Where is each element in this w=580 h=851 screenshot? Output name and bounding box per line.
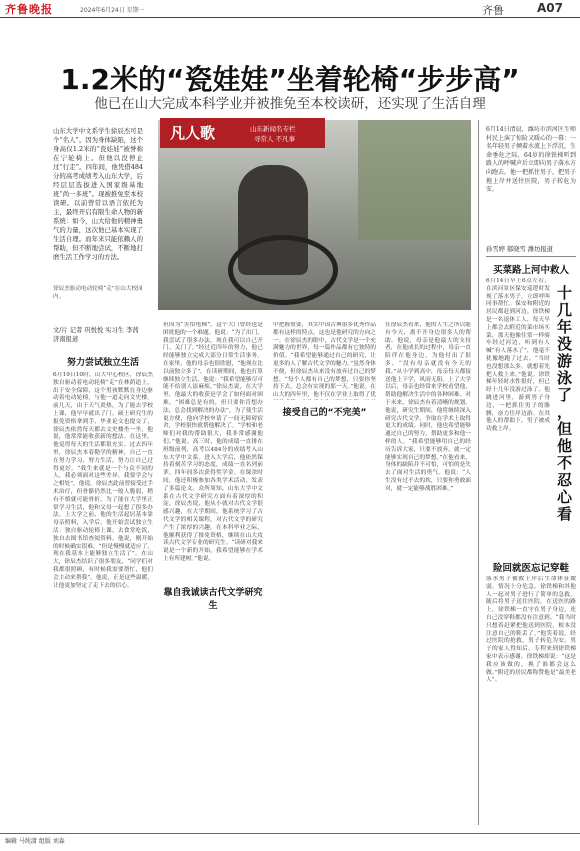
wheelchair-wheel (228, 235, 338, 305)
footer (0, 833, 580, 851)
article-column-4: 在徐辰杰看来，他的人生之所以能有今天，离不开身边很多人的帮助。他说，母亲是他最大的支持者，在他成长的过程中，母亲一直陪伴在他身边，为他付出了很多。“没有母亲就没有今天的我。”从小学到高中，母亲每天都接送他上下学，风雨无阻。上了大学以后，母亲也经常来学校看望他，帮助他解决生活中的各种困难。对于未来，徐辰杰有着清晰的规划。他说，研究生期间，他将继续深入研究古代文学，争取在学术上取得更大的成绩。同时，他也希望能够通过自己的努力，帮助更多和他一样的人。“我希望能够用自己的经历告诉大家，只要不放弃，就一定能够实现自己的梦想。”在他看来，身体的缺陷并不可怕，可怕的是失去了面对生活的勇气。他说：“人生没有过不去的坎，只要你勇敢面对，就一定能够战胜困难。” (385, 322, 471, 492)
subheading-imperfection: 接受自己的“不完美” (282, 408, 367, 418)
article-column-3: 中把握重要，其实中国古典很多优秀作品都有这样的特点，这也是他研究的方向之一。在徐辰杰的眼中，古代文学是一个充满魅力的世界，每一篇作品都有它独特的价值。“我希望能够通过自己的研究，让更多的人了解古代文学的魅力。”虽然身体不便，但徐辰杰从来没有放弃过自己的梦想。“每个人都有自己的梦想，只要你坚持下去，总会有实现的那一天。”他说。在山大的四年里，他不仅在学业上取得了优 (273, 322, 376, 399)
footer-editors: 编辑 马纯潇 组版 刘淼 (5, 838, 65, 845)
side-subheading-rescue: 买菜路上河中救人 (492, 265, 569, 276)
subheadline: 他已在山大完成本科学业并被推免至本校读研，还实现了生活自理 (94, 96, 486, 112)
subheading-graduate-study: 靠自我诚读古代文学研究生 (163, 588, 263, 611)
photo-caption: 徐辰杰驱动电动轮椅“走”在山大校园内。 (53, 286, 143, 300)
page-number: A07 (537, 1, 563, 15)
headline: 1.2米的“瓷娃娃”坐着轮椅“步步高” (60, 63, 520, 96)
newspaper-logo: 齐鲁晚报 (5, 3, 53, 16)
subheading-independent-life: 努力尝试独立生活 (66, 358, 139, 368)
main-photo (158, 120, 471, 310)
column-divider (478, 120, 479, 825)
side-story-column-b: 落水男子被救上岸后生命体征微弱，情况十分危急。徐铁梯和其他人一起对男子进行了简单的急救，随后将男子送往医院。在送医的路上，徐铁梯一直守在男子身边，连自己没穿鞋都没有注意到。“我当时只想着赶紧把他送到医院，根本没注意自己的鞋丢了。”他笑着说。经过医院的抢救，男子转危为安。男子的家人得知后，专程来到徐铁梯家中表示感谢。徐铁梯却说：“这是我应该做的，换了谁都会这么做。”附近的居民都称赞他是“最美老人”。 (486, 576, 576, 684)
column-banner-subtitle: 山东新闻名专栏 (250, 125, 296, 133)
article-column-3-cont (273, 420, 376, 825)
byline (53, 326, 153, 344)
article-column-2: 但因为“害怕电梯”，这个大门曾经也是困扰他的一个难题。他说：“为了出门，我尝试了很多办法，现在我可以自己开门、关门了。”经过近四年的努力，他已经能够独立完成大部分日常生活事务。在家里，他的母亲也很欣慰，“他现在比以前独立多了”。在读研期间，他也打算继续独立生活，他说：“我希望能够尽可能不给别人添麻烦。”徐辰杰说，在大学里，他最大的收获是学会了如何面对困难，“困难总是有的，但只要你肯想办法，总会找到解决的办法”。为了使生活更方便，他向学校申请了一间无障碍宿舍，学校很快就帮他解决了。“学校和老师们对我的帮助很大，我非常感谢他们。”他说。高三时，他的成绩一直排在班级前列，高考以484分的成绩考入山东大学中文系。进入大学后，他依然保持着刻苦学习的态度，成绩一直名列前茅，四年间多次获得奖学金。在课余时间，他还积极参加各类学术活动，发表了多篇论文。众所周知，山东大学中文系在古代文学研究方面有着深厚的积淀。徐辰杰说，他从小就对古代文学很感兴趣，在大学期间，他系统学习了古代文学的相关课程，对古代文学的研究产生了浓厚的兴趣。在本科毕业之际，他顺利获得了推免资格，继续在山大攻读古代文学专业的研究生。“读研对我来说是一个新的开始，我希望能够在学术上有所建树。”他说。 (163, 322, 263, 562)
column-banner-tagline: 寻常人 不凡事 (254, 135, 296, 143)
side-subheading-hospital: 险回就医忘记穿鞋 (492, 563, 569, 574)
side-story-rule (486, 256, 576, 257)
article-column-2-cont (163, 600, 263, 825)
section-name: 齐鲁 (482, 4, 504, 17)
byline-reporters: 文/片 记者 巩悦悦 实习生 李茜 (53, 327, 139, 334)
vertical-title-main: 十 几 年 没 游 泳 了 ， 但 他 不 忍 心 看 (556, 284, 572, 523)
lead-paragraph: 山东大学中文系学生徐辰杰可是个“名人”。因为身体缺陷，这个身高仅1.2米的“瓷娃娃”被誉称在宁轮椅上。但他以没停止过“行走”。四年间，他凭借484分的高考成绩考入山东大学，后经层层选拔进入国家级基地班“尚一多班”。现被推免至本校读研。以前曾常以语言依托为主，最终开启有限生命人物的新系统：如今，山大给他的精神勇气的力量，这次他已基本实现了生活自理。而年来只能依赖人的帮助，但不断地尝试，不断地打磨生活工作学习的方法。 (53, 127, 143, 261)
side-story-column-a: 6月14日早上6点左右，在滨河景区保安巡逻时发现了落水男子，立即呼叫同事帮忙。保安和附近的居民都赶到河边。徐铁梯是一名退休工人，每天早上都会去附近的菜市场买菜，那天他像往常一样骑车经过河边，听到有人喊“有人落水了”，他毫不犹豫地跑了过去。“当时也没想那么多，就想着先把人救上来。”他说。徐铁梯年轻时水性很好，但已经十几年没游过泳了。他跳进河里，游到男子身边，一把抓住男子的胳膊，奋力往岸边游。在其他人的帮助下，男子被成功救上岸。 (486, 278, 550, 433)
photo-foliage (358, 120, 471, 240)
side-story-byline: 孙雪婷 郝晓雪 潍坊报道 (486, 246, 553, 253)
side-story-vertical-title (552, 285, 577, 523)
side-story-intro: 6月14日清晨，潍坊市滨河区生师村民上演了惊险又暖心的一幕：一名年轻男子倾着水流上下浮沉，生命垂危之际，64岁的徐铁梯听到路人的呼喊声后立即向男子落水方向跑去。他一把抓住男子，把男子拖上岸并送往医院，男子转危为安。 (486, 126, 576, 194)
column-banner-title: 凡人歌 (170, 124, 216, 142)
byline-location: 济南报道 (53, 336, 79, 343)
issue-date: 2024年6月24日 星期一 (80, 7, 145, 14)
article-column-1: 6月19日10时，山大中心校区，徐辰杰独自驱动着电动轮椅“走”在林荫道上，出于安全保障，这个男孩默默在身边驱动着电动轮椅，与他一道走向文史楼。前几天，由于天气炎热，为了能去学校上课，他早早就出了门。硕士研究生的报免资格拿到手，毕业论文也提交了，徐辰杰依然每天都去文史楼坐一坐，他说，他常常能收获新的想法。在这里，他觉得每天的生活都很充实。过去四年里，徐辰杰本着勤学的精神，自己一直在努力学习、努力生活，努力让自己过得更好。“我生来就是一个与众不同的人，我必须面对这些差异，我要学会与之相处”，他说。徐辰杰此前曾接受过手术治疗，但骨骼仍然比一般人脆弱，稍有不慎就可能骨折。为了能在大学里正常学习生活，他和父母一起想了很多办法。上大学之前，他的生活起居基本靠母亲照料，入学后，他开始尝试独立生活：独自驱动轮椅上课、去食堂吃饭，独自去图书馆查阅资料。他说，刚开始的时候确实很难，“但是慢慢就适应了，现在我基本上能够独立生活了”。在山大，徐辰杰结识了很多朋友，“同学们对我都很照顾，有时候我需要帮忙，他们会主动来帮我”。他说，正是这些温暖，让他更加坚定了走下去的信心。 (53, 372, 153, 589)
